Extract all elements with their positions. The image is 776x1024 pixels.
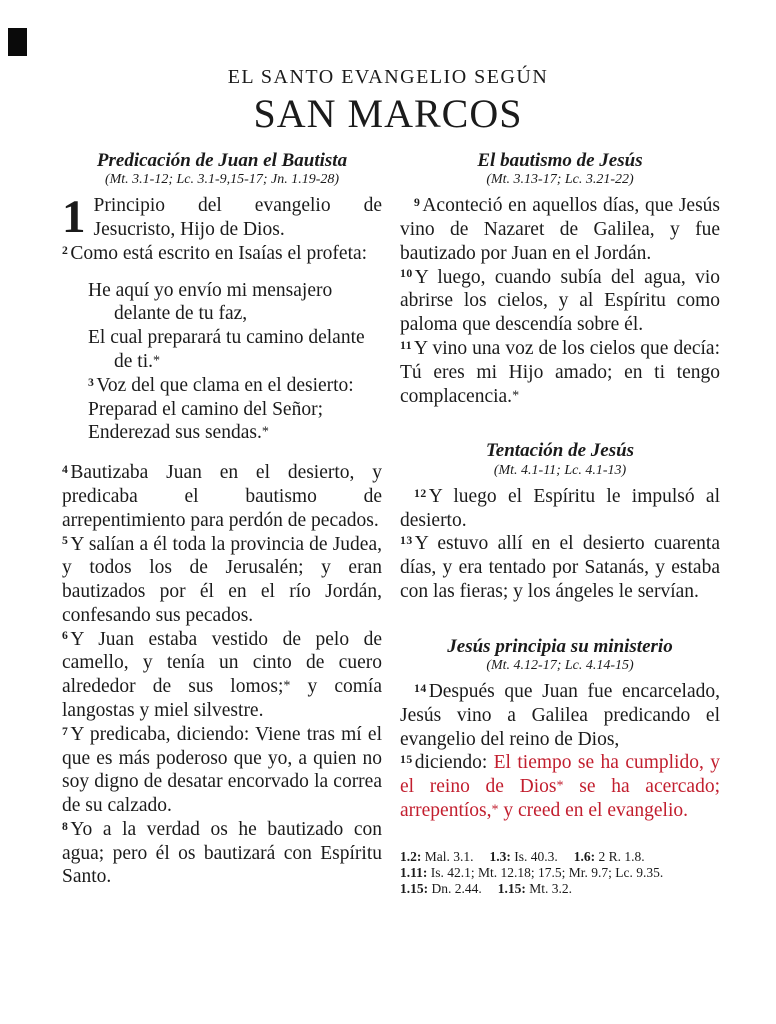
words-of-jesus: se ha acercado; arrepentíos, <box>400 776 720 821</box>
book-title: SAN MARCOS <box>253 91 523 136</box>
verse-text: He aquí yo envío mi mensajero delante de tu faz, <box>88 279 333 325</box>
verse-text: y comía langostas y miel silvestre. <box>62 676 382 721</box>
verse-text: Y Juan estaba vestido de pelo de camello, y tenía un cinto de cuero alrededor de sus lomos; <box>62 628 382 698</box>
verse <box>400 194 720 265</box>
verse-number: 5 <box>62 534 69 548</box>
verse-number: 14 <box>414 681 427 695</box>
verse <box>62 242 382 266</box>
verse <box>62 818 382 889</box>
verse-text: Yo a la verdad os he bautizado con agua; pero él os bautizará con Espíritu Santo. <box>62 818 382 888</box>
verse <box>400 337 720 408</box>
verse-number: 6 <box>62 629 69 643</box>
poetry-block <box>62 279 382 445</box>
footnote-text: Mal. 3.1. <box>421 848 474 864</box>
footnote-item <box>490 849 558 864</box>
verse-text: El cual preparará tu camino delante de ti. <box>88 327 365 373</box>
verse <box>400 751 720 822</box>
verse-text: diciendo: <box>414 752 494 774</box>
verse-text: Y salían a él toda la provincia de Judea, y todos los de Jerusalén; y eran bautizados por él en el río Jordán, confesando sus pecados. <box>62 533 382 626</box>
footnote-ref: 1.2: <box>400 848 422 864</box>
section-heading: Predicación de Juan el Bautista <box>96 150 348 171</box>
verse <box>400 266 720 337</box>
footnote-marker: * <box>283 677 291 694</box>
print-edge-mark <box>8 28 27 56</box>
footnote-ref: 1.15: <box>400 881 429 897</box>
section-heading: Tentación de Jesús <box>485 440 635 462</box>
section-parallel-refs: (Mt. 4.1-11; Lc. 4.1-13) <box>493 462 627 478</box>
verse <box>62 628 382 723</box>
verse-text: Preparad el camino del Señor; <box>88 398 323 420</box>
verse-number: 15 <box>400 753 413 767</box>
verse-text: Y predicaba, diciendo: Viene tras mí el que es más poderoso que yo, a quien no soy digno de desatar encorvado la correa de su calzado. <box>62 723 382 817</box>
footnote-marker: * <box>491 801 499 818</box>
verse-number: 8 <box>62 819 69 833</box>
series-title: EL SANTO EVANGELIO SEGÚN <box>227 66 549 88</box>
footnote-marker: * <box>512 387 520 404</box>
verse-number: 4 <box>62 462 69 476</box>
verse-number: 3 <box>88 375 95 389</box>
footnote-item <box>400 849 474 864</box>
footnote-item <box>498 881 572 896</box>
verse <box>62 461 382 532</box>
verse-text: Enderezad sus sendas. <box>88 422 262 444</box>
poetry-line <box>62 398 382 422</box>
verse-number: 12 <box>414 486 427 500</box>
verse-text: Y luego el Espíritu le impulsó al desierto. <box>400 485 720 531</box>
footnote-text: Mt. 3.2. <box>525 881 573 897</box>
verse-text: Después que Juan fue encarcelado, Jesús vino a Galilea predicando el evangelio del reino de Dios, <box>400 681 720 750</box>
verse-text: Y vino una voz de los cielos que decía: Tú eres mi Hijo amado; en ti tengo complacencia. <box>400 338 720 407</box>
footnote-marker: * <box>556 777 564 794</box>
footnote-line <box>400 849 720 865</box>
verse-text: Como está escrito en Isaías el profeta: <box>70 242 368 264</box>
footnote-item <box>400 881 482 896</box>
verse-number: 13 <box>400 534 413 548</box>
verse-text: Aconteció en aquellos días, que Jesús vino de Nazaret de Galilea, y fue bautizado por Juan en el Jordán. <box>400 195 720 264</box>
verse <box>400 485 720 533</box>
verse-number: 9 <box>414 196 421 210</box>
verse-number: 2 <box>62 243 69 257</box>
section-heading: El bautismo de Jesús <box>477 150 643 171</box>
footnote-marker: * <box>153 352 161 369</box>
footnote-item <box>574 849 645 864</box>
poetry-line <box>62 279 382 327</box>
footnote-ref: 1.11: <box>400 864 428 880</box>
page-header <box>0 0 776 137</box>
chapter-opening-verse <box>62 191 382 244</box>
footnote-item <box>400 865 663 880</box>
right-column <box>400 150 720 897</box>
verse-text: Bautizaba Juan en el desierto, y predicaba el bautismo de arrepentimiento para perdón de pecados. <box>62 462 382 531</box>
poetry-line <box>62 374 382 398</box>
footnote-text: Dn. 2.44. <box>428 881 482 897</box>
section-heading: Jesús principia su ministerio <box>447 635 673 657</box>
section-parallel-refs: (Mt. 4.12-17; Lc. 4.14-15) <box>486 657 634 673</box>
left-column <box>62 150 382 897</box>
verse-text: Voz del que clama en el desierto: <box>96 374 354 396</box>
footnotes <box>400 849 720 898</box>
footnote-text: Is. 42.1; Mt. 12.18; 17.5; Mr. 9.7; Lc. 9.35. <box>427 864 664 880</box>
verse-number: 10 <box>400 267 413 281</box>
footnote-line <box>400 881 720 897</box>
verse-text: Principio del evangelio de Jesucristo, Hijo de Dios. <box>93 195 382 241</box>
section-parallel-refs: (Mt. 3.1-12; Lc. 3.1-9,15-17; Jn. 1.19-28) <box>104 172 340 188</box>
footnote-ref: 1.15: <box>497 881 526 897</box>
verse <box>62 533 382 628</box>
verse-text: Y estuvo allí en el desierto cuarenta días, y era tentado por Satanás, y estaba con las fieras; y los ángeles le servían. <box>400 533 720 602</box>
verse-number: 7 <box>62 724 69 738</box>
verse-number: 11 <box>400 338 413 352</box>
verse <box>400 680 720 751</box>
chapter-number: 1 <box>62 191 86 244</box>
verse-text: Y luego, cuando subía del agua, vio abrirse los cielos, y al Espíritu como paloma que descendía sobre él. <box>400 266 720 336</box>
words-of-jesus: El tiempo se ha cumplido, y el reino de Dios <box>400 752 720 798</box>
verse <box>62 723 382 818</box>
footnote-ref: 1.3: <box>489 848 511 864</box>
footnote-marker: * <box>261 423 269 440</box>
footnote-ref: 1.6: <box>573 848 596 864</box>
text-columns <box>0 137 776 897</box>
poetry-line <box>62 421 382 445</box>
verse <box>400 532 720 603</box>
poetry-line <box>62 326 382 374</box>
section-parallel-refs: (Mt. 3.13-17; Lc. 3.21-22) <box>486 172 634 188</box>
words-of-jesus: y creed en el evangelio. <box>498 799 689 821</box>
footnote-text: 2 R. 1.8. <box>595 848 645 864</box>
footnote-line <box>400 865 720 881</box>
footnote-text: Is. 40.3. <box>510 848 558 864</box>
